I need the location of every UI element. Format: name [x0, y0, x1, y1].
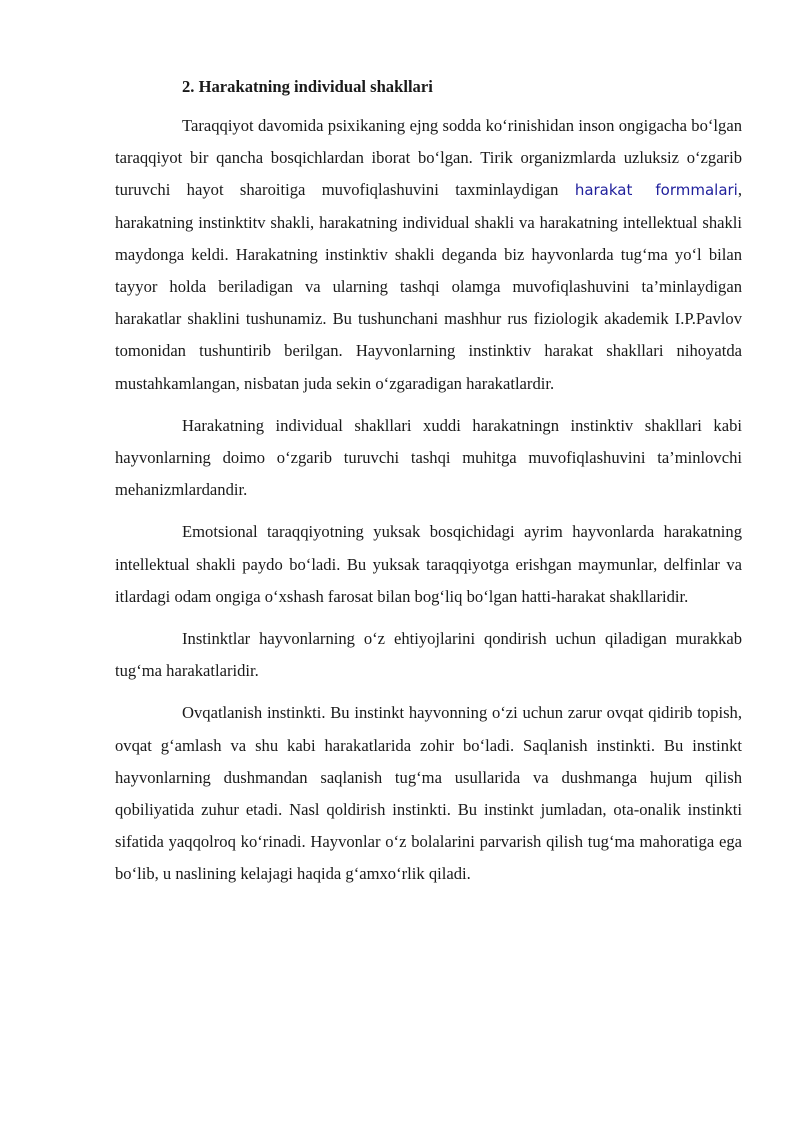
- paragraph-3: Emotsional taraqqiyotning yuksak bosqichidagi ayrim hayvonlarda harakatning intellektual shakli paydo bo‘ladi. Bu yuksak taraqqiyotga erishgan maymunlar, delfinlar va itlardagi odam ongiga o‘xshash farosat bilan bog‘liq bo‘lgan hatti-harakat shakllaridir.: [115, 522, 742, 606]
- paragraph-2: Harakatning individual shakllari xuddi harakatningn instinktiv shakllari kabi hayvonlarning doimo o‘zgarib turuvchi tashqi muhitga muvofiqlashuvini ta’minlovchi mehanizmlardandir.: [115, 415, 742, 500]
- harakat-formmalari-link[interactable]: harakat formmalari: [574, 181, 738, 200]
- paragraph-5: Ovqatlanish instinkti. Bu instinkt hayvonning o‘zi uchun zarur ovqat qidirib topish, ovqat g‘amlash va shu kabi harakatlarida zohir bo‘ladi. Saqlanish instinkti. Bu instinkt hayvonlarning dushmandan saqlanish tug‘ma usullarida va dushmanga hujum qilish qobiliyatida zuhur etadi. Nasl qoldirish instinkti. Bu instinkt jumladan, ota-onalik instinkti sifatida yaqqolroq ko‘rinadi. Hayvonlar o‘z bolalarini parvarish qilish tug‘ma mahoratiga ega bo‘lib, u naslining kelajagi haqida g‘amxo‘rlik qiladi.: [115, 703, 742, 884]
- paragraph-4: Instinktlar hayvonlarning o‘z ehtiyojlarini qondirish uchun qiladigan murakkab tug‘ma harakatlaridir.: [115, 629, 742, 681]
- paragraph-1-text-start: Taraqqiyot davomida psixikaning ejng sodda ko‘rinishidan inson ongigacha bo‘lgan taraqqiyot bir qancha bosqichlardan iborat bo‘lgan. Tirik organizmlarda uzluksiz o‘zgarib turuvchi hayot sharoitiga muvofiqlashuvini taxminlaydigan: [115, 116, 742, 200]
- paragraph-1-text-end: , harakatning instinktitv shakli, harakatning individual shakli va harakatning intellektual shakli maydonga keldi. Harakatning instinktiv shakli deganda biz hayvonlarda tug‘ma yo‘l bilan tayyor holda beriladigan va ularning tashqi olamga muvofiqlashuvini ta’minlaydigan harakatlar shaklini tushunamiz. Bu tushunchani mashhur rus fiziologik akademik I.P.Pavlov tomonidan tushuntirib berilgan. Hayvonlarning instinktiv harakat shakllari nihoyatda mustahkamlangan, nisbatan juda sekin o‘zgaradigan harakatlardir.: [115, 180, 742, 393]
- paragraph-1: [115, 110, 742, 400]
- document-page: [115, 76, 742, 901]
- section-heading: 2. Harakatning individual shakllari: [182, 77, 433, 96]
